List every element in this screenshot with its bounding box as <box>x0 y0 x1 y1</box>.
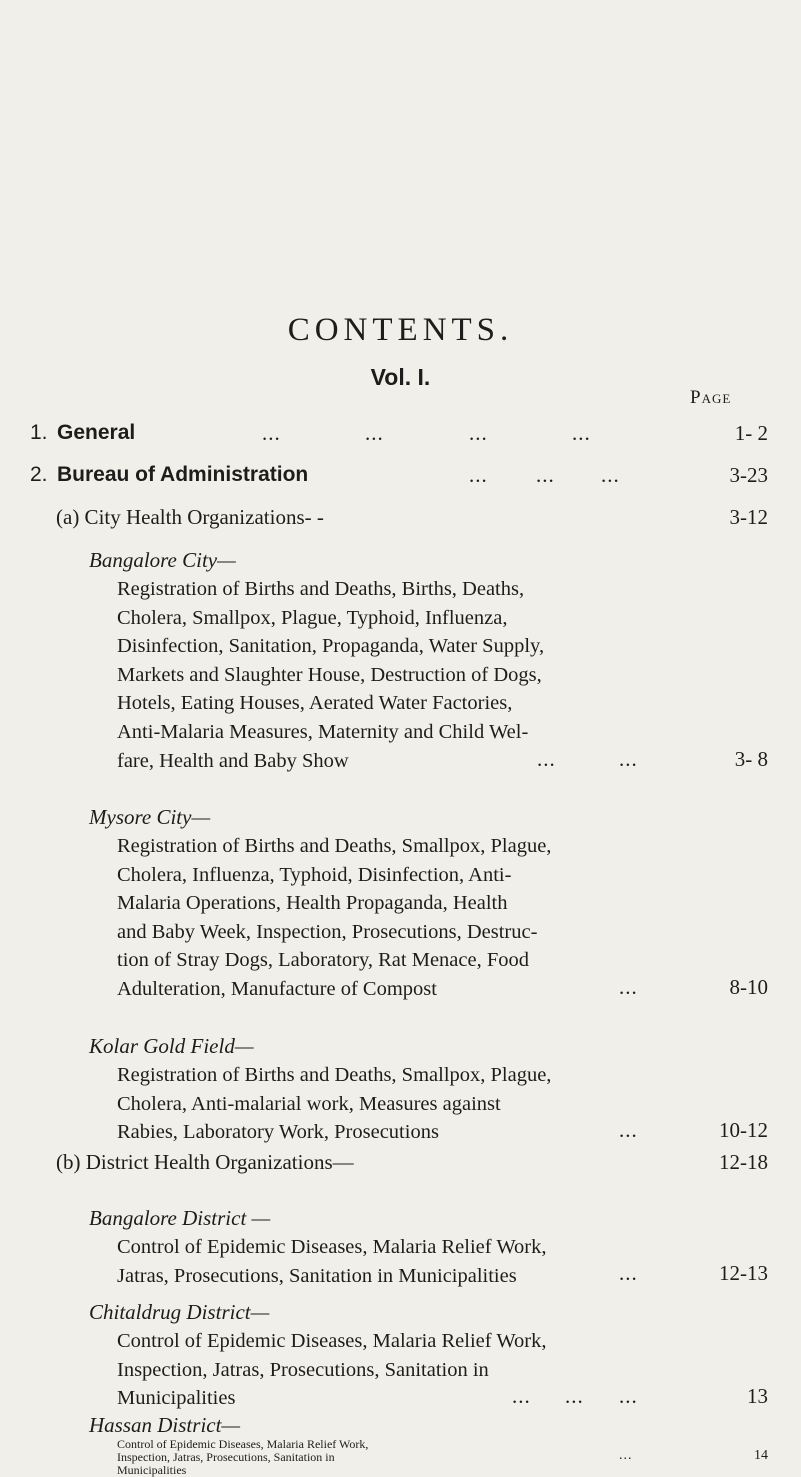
entry-body <box>117 575 544 775</box>
entry-heading-mysore-city: Mysore City— <box>89 805 211 829</box>
entry-line: Cholera, Anti-malarial work, Measures against <box>117 1092 501 1115</box>
page-range: 10-12 <box>719 1118 768 1142</box>
leader-dots: ... <box>262 421 281 445</box>
page-range: 3-23 <box>729 463 768 487</box>
entry-heading-bangalore-city: Bangalore City— <box>89 548 236 572</box>
leader-dots: ... <box>565 1384 584 1408</box>
subsection-b-label: (b) District Health Organizations— <box>56 1150 354 1174</box>
section-title-general: General <box>57 421 136 444</box>
leader-dots: ... <box>537 747 556 771</box>
entry-line: Municipalities <box>117 1387 236 1410</box>
entry-line: Cholera, Influenza, Typhoid, Disinfection, Anti- <box>117 863 512 886</box>
leader-dots: ... <box>469 463 488 487</box>
entry-line: fare, Health and Baby Show <box>117 749 349 772</box>
page-range: 12-18 <box>719 1150 768 1174</box>
entry-line: Control of Epidemic Diseases, Malaria Relief Work, <box>117 1236 547 1258</box>
entry-heading-kolar-gold-field: Kolar Gold Field— <box>89 1034 254 1058</box>
page-range: 3-12 <box>729 505 768 529</box>
entry-line: Rabies, Laboratory Work, Prosecutions <box>117 1121 439 1144</box>
entry-body <box>117 832 551 1004</box>
section-number: 2. <box>30 463 48 486</box>
entry-line: Inspection, Jatras, Prosecutions, Sanitation in <box>117 1358 489 1381</box>
page-range: 3- 8 <box>734 747 768 771</box>
leader-dots: ... <box>619 747 638 771</box>
entry-line: Jatras, Prosecutions, Sanitation in Municipalities <box>117 1264 517 1287</box>
entry-line: Municipalities <box>117 1463 187 1477</box>
section-title-bureau: Bureau of Administration <box>57 463 309 486</box>
page-title: CONTENTS. <box>287 312 514 348</box>
page-range: 14 <box>754 1448 768 1463</box>
page-range: 8-10 <box>729 975 768 999</box>
leader-dots: ... <box>619 1384 638 1408</box>
entry-line: Hotels, Eating Houses, Aerated Water Factories, <box>117 692 513 715</box>
subsection-a-label: (a) City Health Organizations- - <box>56 505 324 529</box>
leader-dots: ... <box>469 421 488 445</box>
entry-line: Registration of Births and Deaths, Births, Deaths, <box>117 578 525 600</box>
entry-body <box>117 1327 547 1413</box>
leader-dots: ... <box>601 463 620 487</box>
entry-line: Anti-Malaria Measures, Maternity and Child Wel- <box>117 720 529 743</box>
entry-body <box>117 1061 551 1147</box>
entry-line: Adulteration, Manufacture of Compost <box>117 977 437 1000</box>
entry-line: and Baby Week, Inspection, Prosecutions, Destruc- <box>117 920 538 943</box>
entry-line: Control of Epidemic Diseases, Malaria Relief Work, <box>117 1330 547 1352</box>
page-range: 13 <box>747 1384 768 1408</box>
entry-heading-hassan-district: Hassan District— <box>89 1413 241 1437</box>
page-range: 1- 2 <box>734 421 768 445</box>
leader-dots: ... <box>619 1118 638 1142</box>
entry-line: Registration of Births and Deaths, Smallpox, Plague, <box>117 1064 552 1086</box>
page-range: 12-13 <box>719 1261 768 1285</box>
entry-line: tion of Stray Dogs, Laboratory, Rat Menace, Food <box>117 949 530 972</box>
entry-body <box>117 1233 547 1290</box>
leader-dots: ... <box>572 421 591 445</box>
volume-label: Vol. I. <box>370 364 431 390</box>
leader-dots: ... <box>619 1448 633 1463</box>
entry-line: Markets and Slaughter House, Destruction of Dogs, <box>117 663 542 686</box>
entry-heading-bangalore-district: Bangalore District — <box>89 1206 271 1230</box>
entry-line: Inspection, Jatras, Prosecutions, Sanitation in <box>117 1450 335 1464</box>
leader-dots: ... <box>619 975 638 999</box>
entry-line: Disinfection, Sanitation, Propaganda, Water Supply, <box>117 635 545 658</box>
leader-dots: ... <box>512 1384 531 1408</box>
leader-dots: ... <box>365 421 384 445</box>
page-column-header: Page <box>690 387 732 408</box>
leader-dots: ... <box>619 1261 638 1285</box>
entry-body <box>117 1438 368 1477</box>
entry-line: Control of Epidemic Diseases, Malaria Relief Work, <box>117 1437 369 1451</box>
entry-heading-chitaldrug-district: Chitaldrug District— <box>89 1300 270 1324</box>
entry-line: Registration of Births and Deaths, Smallpox, Plague, <box>117 835 552 857</box>
entry-line: Malaria Operations, Health Propaganda, Health <box>117 892 508 915</box>
entry-line: Cholera, Smallpox, Plague, Typhoid, Influenza, <box>117 606 508 629</box>
section-number: 1. <box>30 421 48 444</box>
leader-dots: ... <box>536 463 555 487</box>
